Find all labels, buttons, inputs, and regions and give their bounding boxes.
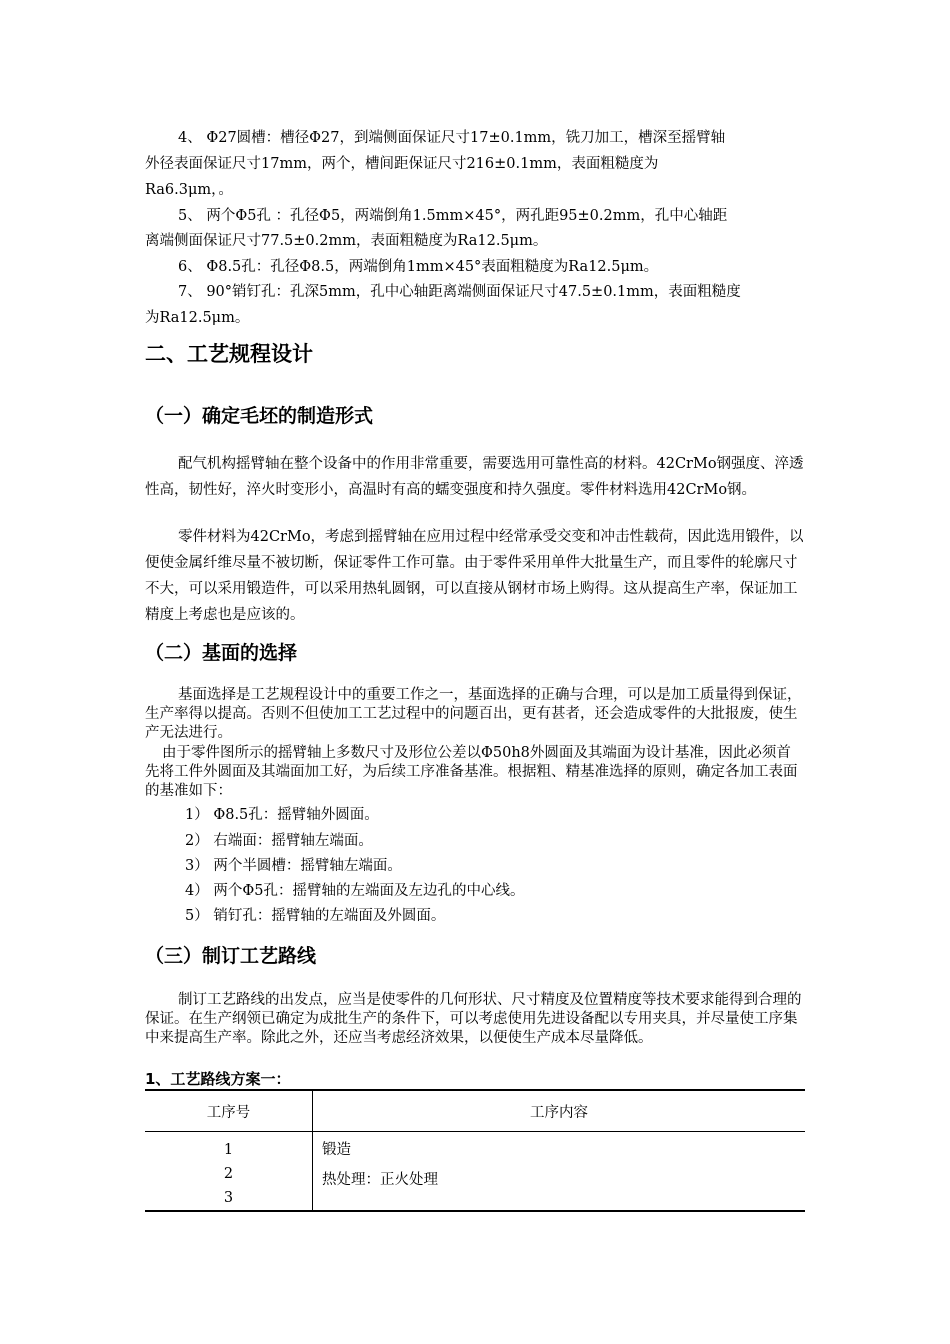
op-number-cell [145,1132,313,1212]
item-5-line-1: 5、 两个Φ5孔 ：孔径Φ5，两端倒角1.5mm×45°，两孔距95±0.2mm，孔中心轴距 [178,208,728,224]
datum-list-item: 1） Φ8.5孔：摇臂轴外圆面。 [185,807,379,823]
subsection-title-3: （三）制订工艺路线 [145,945,317,967]
header-op-number: 工序号 [145,1090,313,1132]
datum-list-item: 2） 右端面：摇臂轴左端面。 [185,833,373,849]
item-7-line-1: 7、 90°销钉孔：孔深5mm，孔中心轴距离端侧面保证尺寸47.5±0.1mm，表面粗糙度 [178,284,741,300]
route-paragraph: 制订工艺路线的出发点，应当是使零件的几何形状、尺寸精度及位置精度等技术要求能得到合理的保证。在生产纲领已确定为成批生产的条件下，可以考虑使用先进设备配以专用夹具，并尽量使工序集中来提高生产率。除此之外，还应当考虑经济效果，以便使生产成本尽量降低。 [145,992,802,1046]
process-table [145,1089,805,1212]
section-title: 二、工艺规程设计 [145,342,313,366]
op-number: 1 [223,1142,234,1158]
datum-paragraph-1: 基面选择是工艺规程设计中的重要工作之一，基面选择的正确与合理，可以是加工质量得到保证，生产率得以提高。否则不但使加工工艺过程中的问题百出，更有甚者，还会造成零件的大批报废，使生产无法进行。 [145,687,802,741]
forging-paragraph: 零件材料为42CrMo，考虑到摇臂轴在应用过程中经常承受交变和冲击性载荷，因此选用锻件，以便使金属纤维尽量不被切断，保证零件工作可靠。由于零件采用单件大批量生产，而且零件的轮廓尺寸不大，可以采用锻造件，可以采用热轧圆钢，可以直接从钢材市场上购得。这从提高生产率，保证加工精度上考虑也是应该的。 [145,529,804,623]
op-content: 锻造 [322,1142,351,1158]
datum-list-item: 3） 两个半圆槽：摇臂轴左端面。 [185,858,402,874]
table-row [145,1132,805,1212]
op-number: 2 [223,1166,234,1182]
op-number: 3 [223,1190,234,1206]
route-plan-title: 1、工艺路线方案一： [145,1070,291,1088]
item-6: 6、 Φ8.5孔：孔径Φ8.5，两端倒角1mm×45°表面粗糙度为Ra12.5μm。 [178,259,659,275]
op-content-cell [313,1132,806,1212]
op-content: 热处理：正火处理 [322,1172,438,1188]
header-op-content: 工序内容 [313,1090,806,1132]
item-7-line-2: 为Ra12.5μm。 [145,310,250,326]
item-5-line-2: 离端侧面保证尺寸77.5±0.2mm，表面粗糙度为Ra12.5μm。 [145,233,548,249]
item-4-line-2: 外径表面保证尺寸17mm，两个，槽间距保证尺寸216±0.1mm，表面粗糙度为 [145,156,659,172]
item-4-line-3: Ra6.3μm，。 [145,182,233,198]
blank-material-paragraph: 配气机构摇臂轴在整个设备中的作用非常重要，需要选用可靠性高的材料。42CrMo钢强度、淬透性高，韧性好，淬火时变形小，高温时有高的蠕变强度和持久强度。零件材料选用42CrMo钢。 [145,456,804,498]
datum-paragraph-2: 由于零件图所示的摇臂轴上多数尺寸及形位公差以Φ50h8外圆面及其端面为设计基准，因此必须首先将工件外圆面及其端面加工好，为后续工序准备基准。根据粗、精基准选择的原则，确定各加工表面的基准如下： [145,745,798,799]
subsection-title-2: （二）基面的选择 [145,642,298,664]
datum-list-item: 4） 两个Φ5孔：摇臂轴的左端面及左边孔的中心线。 [185,883,525,899]
item-4-line-1: 4、 Φ27圆槽：槽径Φ27，到端侧面保证尺寸17±0.1mm，铣刀加工，槽深至摇臂轴 [178,130,726,146]
table-header-row [145,1090,805,1132]
subsection-title-1: （一）确定毛坯的制造形式 [145,405,374,427]
datum-list-item: 5） 销钉孔：摇臂轴的左端面及外圆面。 [185,908,446,924]
